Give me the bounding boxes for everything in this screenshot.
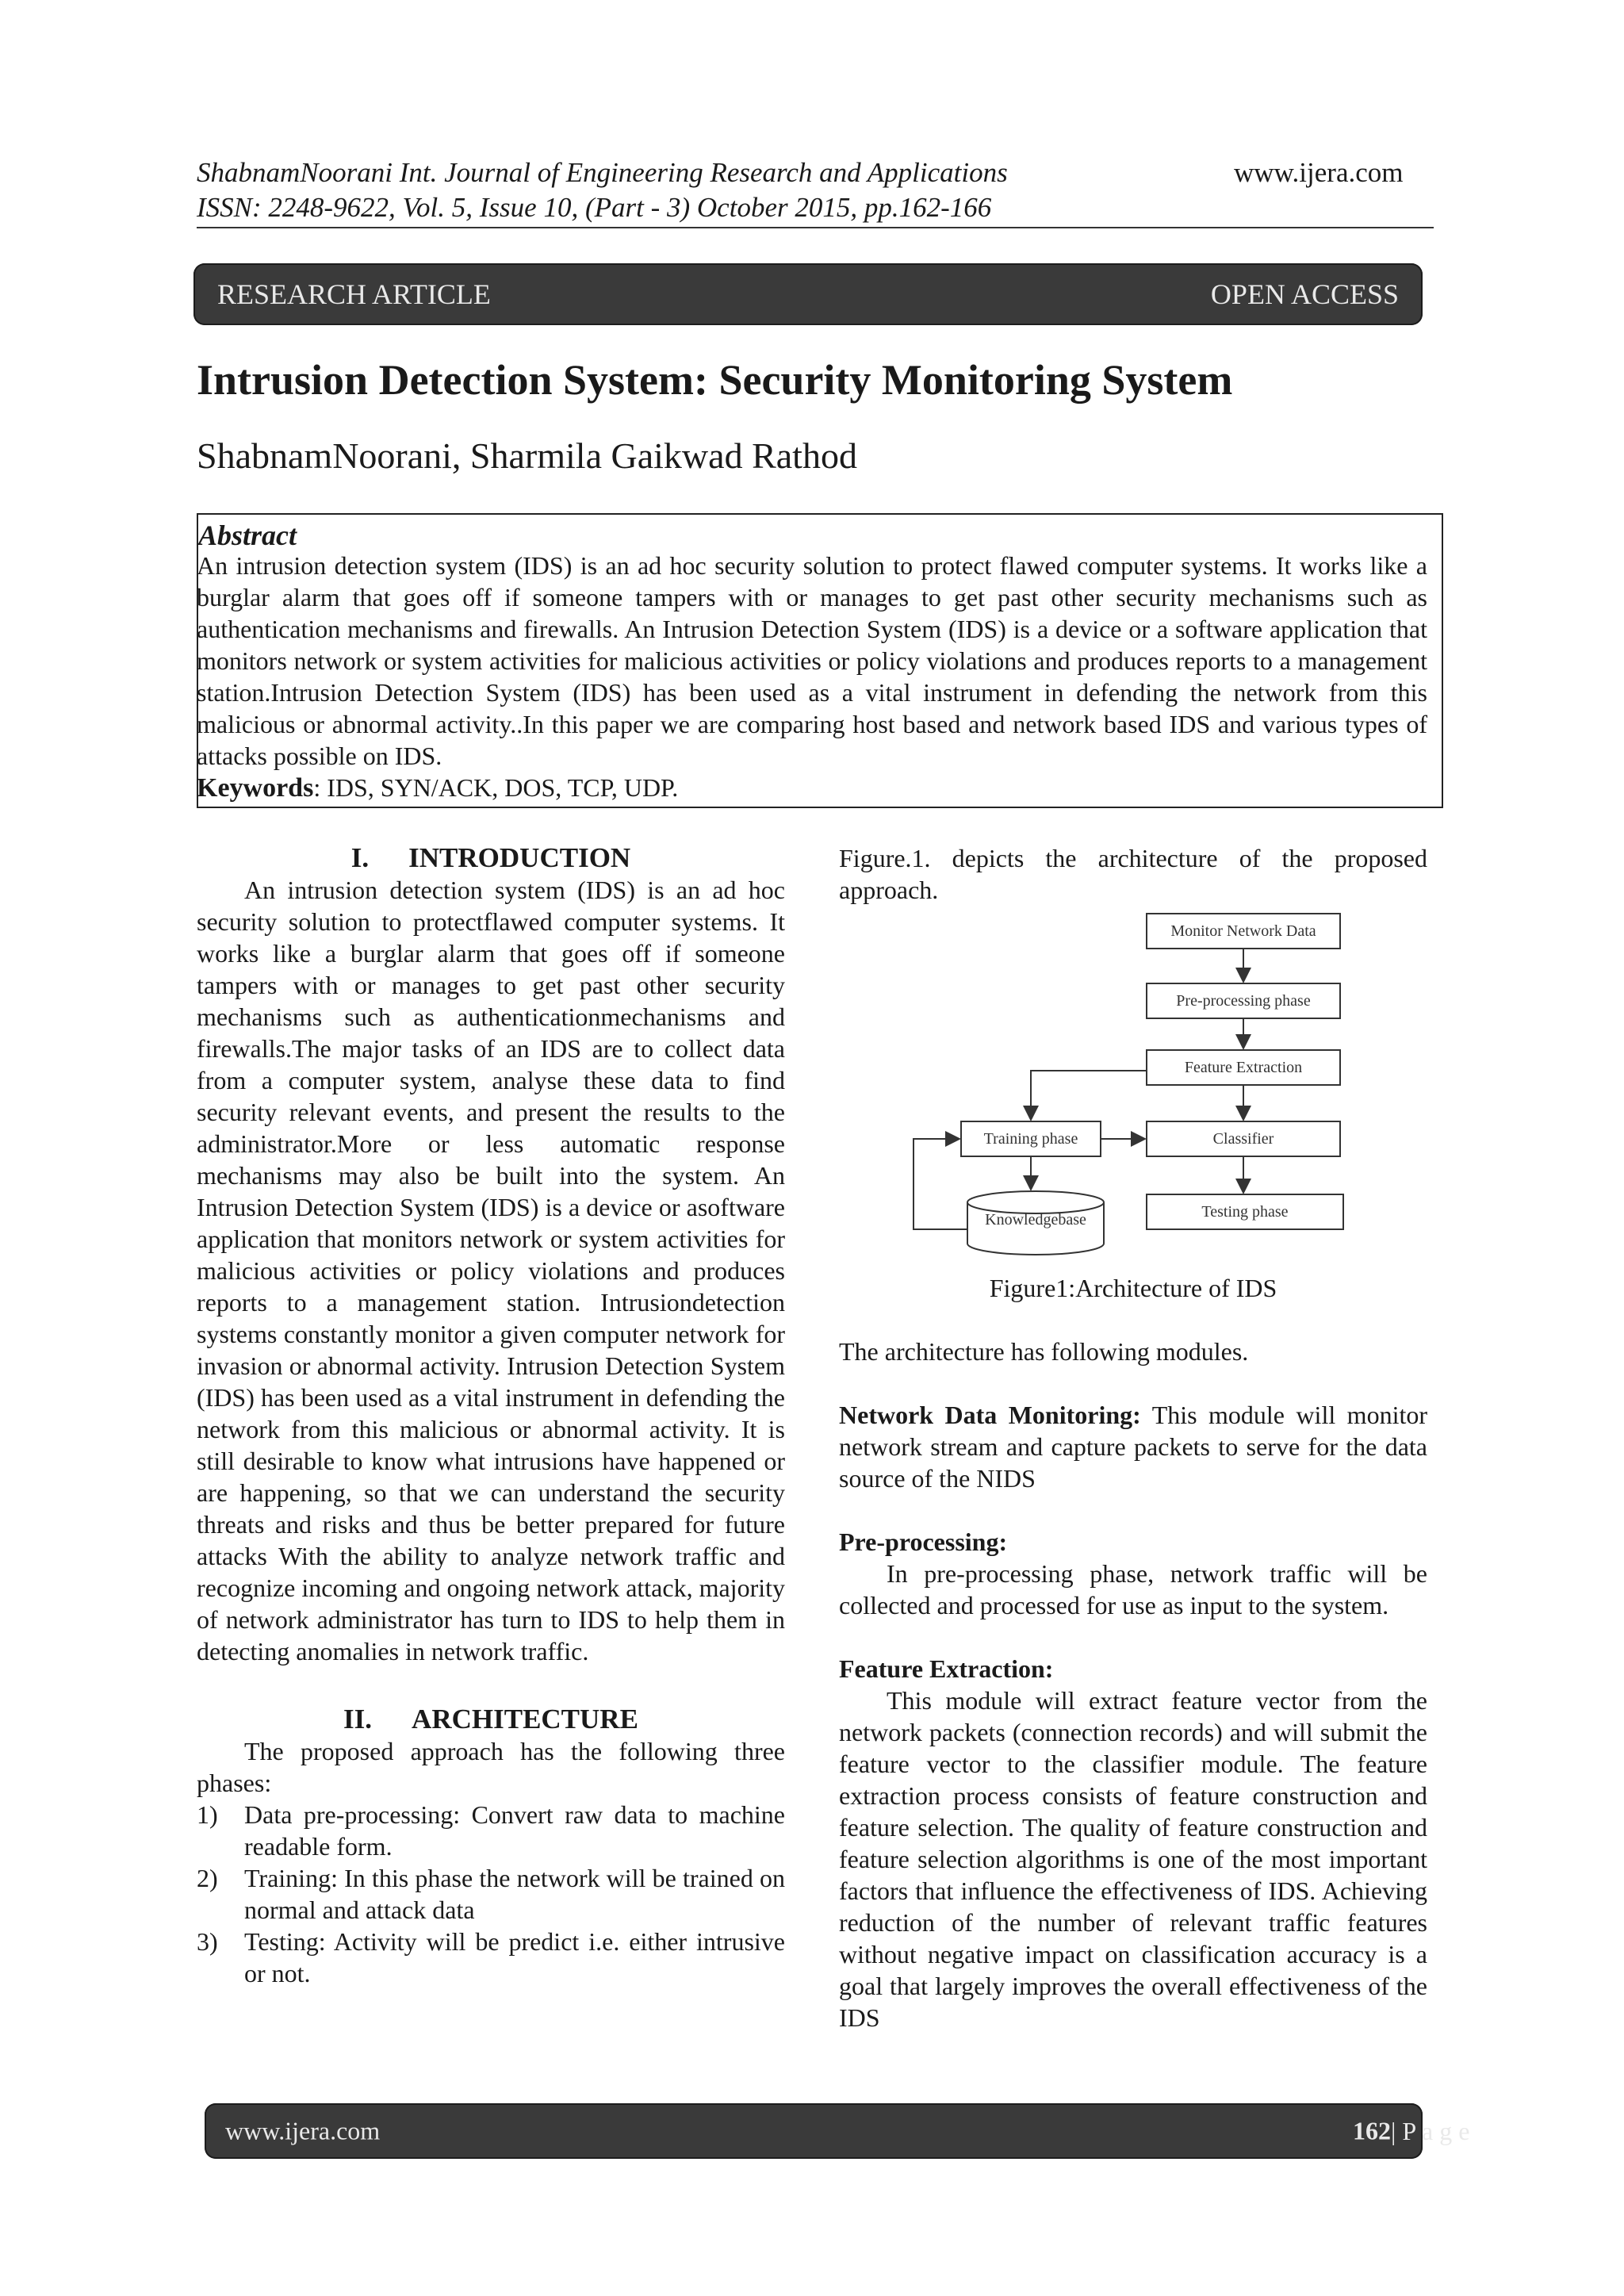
left-column <box>197 842 785 1989</box>
research-article-label: RESEARCH ARTICLE <box>217 278 491 310</box>
preprocessing-label: Pre-processing phase <box>1176 992 1311 1010</box>
authors: ShabnamNoorani, Sharmila Gaikwad Rathod <box>197 435 857 476</box>
feature-extraction-heading: Feature Extraction: <box>839 1654 1054 1683</box>
testing-label: Testing phase <box>1201 1203 1289 1221</box>
figure-intro: Figure.1. depicts the architecture of the proposed approach. <box>839 844 1427 904</box>
abstract-heading: Abstract <box>198 519 297 551</box>
classifier-label: Classifier <box>1212 1130 1274 1148</box>
phase-list <box>197 1799 785 1989</box>
feature-extraction-text: This module will extract feature vector from the network packets (connection records) and will submit the feature vector to the classifier module. The feature extraction process consists of feature construction and feature selection. The quality of feature construction and feature selection algorithms is one of the most important factors that influence the effectiveness of IDS. Achieving reduction of the number of relevant traffic features without negative impact on classification accuracy is a goal that largely improves the overall effectiveness of the IDS <box>839 1686 1427 2032</box>
footer-website[interactable]: www.ijera.com <box>225 2116 381 2145</box>
page-number: 162 | P a g e <box>1353 2116 1470 2145</box>
modules-intro: The architecture has following modules. <box>839 1337 1249 1366</box>
keywords-values: : IDS, SYN/ACK, DOS, TCP, UDP. <box>313 773 679 802</box>
right-column <box>839 1272 1427 2033</box>
footer-bar <box>205 2103 1470 2159</box>
architecture-diagram <box>912 904 1372 1269</box>
knowledgebase-label: Knowledgebase <box>985 1211 1086 1228</box>
open-access-label: OPEN ACCESS <box>1210 278 1399 310</box>
preprocessing-text: In pre-processing phase, network traffic will be collected and processed for use as input to the system. <box>839 1559 1427 1619</box>
intro-heading: I. INTRODUCTION <box>350 842 631 873</box>
article-type-banner <box>193 263 1423 325</box>
journal-line: ShabnamNoorani Int. Journal of Engineering Research and Applications <box>197 157 1008 188</box>
header-rule <box>197 227 1434 228</box>
keywords <box>197 772 678 804</box>
training-label: Training phase <box>983 1130 1078 1148</box>
network-data-monitoring: Network Data Monitoring: This module will monitor network stream and capture packets to serve for the data source of the NIDS <box>839 1401 1428 1493</box>
page-title: Intrusion Detection System: Security Monitoring System <box>197 356 1233 404</box>
feature-label: Feature Extraction <box>1184 1059 1303 1076</box>
keywords-label: Keywords <box>197 773 314 803</box>
architecture-intro: The proposed approach has the following three phases: <box>197 1737 785 1797</box>
list-item: 1) Data pre-processing: Convert raw data to machine readable form. <box>197 1800 785 1861</box>
list-item: 2) Training: In this phase the network will be trained on normal and attack data <box>197 1864 785 1924</box>
architecture-heading: II. ARCHITECTURE <box>343 1704 638 1734</box>
list-item: 3) Testing: Activity will be predict i.e. either intrusive or not. <box>197 1927 785 1987</box>
header-website[interactable]: www.ijera.com <box>1234 157 1404 188</box>
figure-caption: Figure1:Architecture of IDS <box>989 1274 1277 1302</box>
intro-paragraph: An intrusion detection system (IDS) is an ad hoc security solution to protectflawed computer systems. It works like a burglar alarm that goes off if someone tampers with or manages to get past other security mechanisms such as authenticationmechanisms and firewalls.The major tasks of an IDS are to collect data from a computer system, analyse these data to find security relevant events, and present the results to the administrator.More or less automatic response mechanisms may also be built into the system. An Intrusion Detection System (IDS) is a device or asoftware application that monitors network or system activities for malicious activities or policy violations and produces reports to a management station. Intrusiondetection systems constantly monitor a given computer network for invasion or abnormal activity. Intrusion Detection System (IDS) has been used as a vital instrument in defending the network from this malicious or abnormal activity. It is still desirable to know what intrusions have happened or are happening, so that we can understand the security threats and risks and thus be better prepared for future attacks With the ability to analyze network traffic and recognize incoming and ongoing network attack, majority of network administrator has turn to IDS to help them in detecting anomalies in network traffic. <box>197 876 785 1665</box>
preprocessing-heading: Pre-processing: <box>839 1527 1008 1556</box>
abstract-text: An intrusion detection system (IDS) is an ad hoc security solution to protect flawed computer systems. It works like a burglar alarm that goes off if someone tampers with or manages to get past other security mechanisms such as authentication mechanisms and firewalls. An Intrusion Detection System (IDS) is a device or a software application that monitors network or system activities for malicious activities or policy violations and produces reports to a management station.Intrusion Detection System (IDS) has been used as a vital instrument in defending the network from this malicious or abnormal activity..In this paper we are comparing host based and network based IDS and various types of attacks possible on IDS. <box>197 551 1427 770</box>
issn-line: ISSN: 2248-9622, Vol. 5, Issue 10, (Part - 3) October 2015, pp.162-166 <box>197 192 992 223</box>
monitor-label: Monitor Network Data <box>1170 922 1316 940</box>
